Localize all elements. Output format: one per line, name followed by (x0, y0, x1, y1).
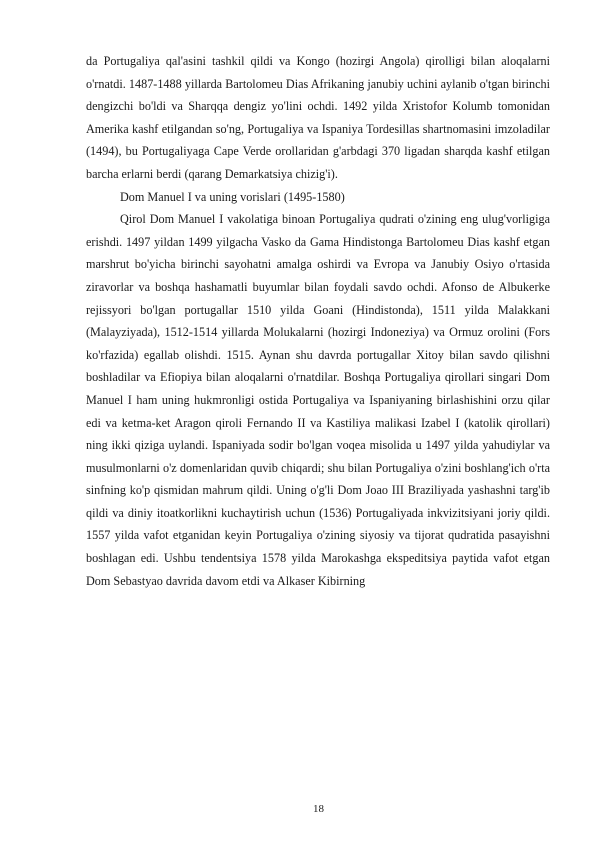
paragraph-dom-manuel-reign: Qirol Dom Manuel I vakolatiga binoan Portugaliya qudrati o'zining eng ulug'vorligiga erishdi. 1497 yildan 1499 yilgacha Vasko da Gama Hindistonga Bartolomeu Dias kashf etgan marshrut bo'yicha birinchi sayohatni amalga oshirdi va Evropa va Janubiy Osiyo o'rtasida ziravorlar va boshqa hashamatli buyumlar bilan foydali savdo ochdi. Afonso de Albukerke rejissyori bo'lgan portugallar 1510 yilda Goani (Hindistonda), 1511 yilda Malakkani (Malayziyada), 1512-1514 yillarda Molukalarni (hozirgi Indoneziya) va Ormuz orolini (Fors ko'rfazida) egallab olishdi. 1515. Aynan shu davrda portugallar Xitoy bilan savdo qilishni boshladilar va Efiopiya bilan aloqalarni o'rnatdilar. Boshqa Portugaliya qirollari singari Dom Manuel I ham uning hukmronligi ostida Portugaliya va Ispaniyaning birlashishini orzu qilar edi va ketma-ket Aragon qiroli Fernando II va Kastiliya malikasi Izabel I (katolik qirollari) ning ikki qiziga uylandi. Ispaniyada sodir bo'lgan voqea misolida u 1497 yilda yahudiylar va musulmonlarni o'z domenlaridan quvib chiqardi; shu bilan Portugaliya o'zini boshlang'ich o'rta sinfning ko'p qismidan mahrum qildi. Uning o'g'li Dom Joao III Braziliyada yashashni targ'ib qildi va diniy itoatkorlikni kuchaytirish uchun (1536) Portugaliyada inkvizitsiyani joriy qildi. 1557 yilda vafot etganidan keyin Portugaliya o'zining siyosiy va tijorat qudratida pasayishni boshlagan edi. Ushbu tendentsiya 1578 yilda Marokashga ekspeditsiya paytida vafot etgan Dom Sebastyao davrida davom etdi va Alkaser Kibirning (86, 212, 550, 588)
section-heading-dom-manuel: Dom Manuel I va uning vorislari (1495-1580) (120, 189, 345, 204)
document-page (86, 50, 550, 592)
page-number-text: 18 (313, 803, 324, 815)
page-number (0, 803, 595, 815)
paragraph-portugal-kongo: da Portugaliya qal'asini tashkil qildi va Kongo (hozirgi Angola) qirolligi bilan aloqalarni o'rnatdi. 1487-1488 yillarda Bartolomeu Dias Afrikaning janubiy uchini aylanib o'tgan birinchi dengizchi bo'ldi va Sharqqa dengiz yo'lini ochdi. 1492 yilda Xristofor Kolumb tomonidan Amerika kashf etilgandan so'ng, Portugaliya va Ispaniya Tordesillas shartnomasini imzoladilar (1494), bu Portugaliyaga Cape Verde orollaridan g'arbdagi 370 ligadan sharqda kashf etilgan barcha erlarni berdi (qarang Demarkatsiya chizig'i). (86, 54, 550, 181)
